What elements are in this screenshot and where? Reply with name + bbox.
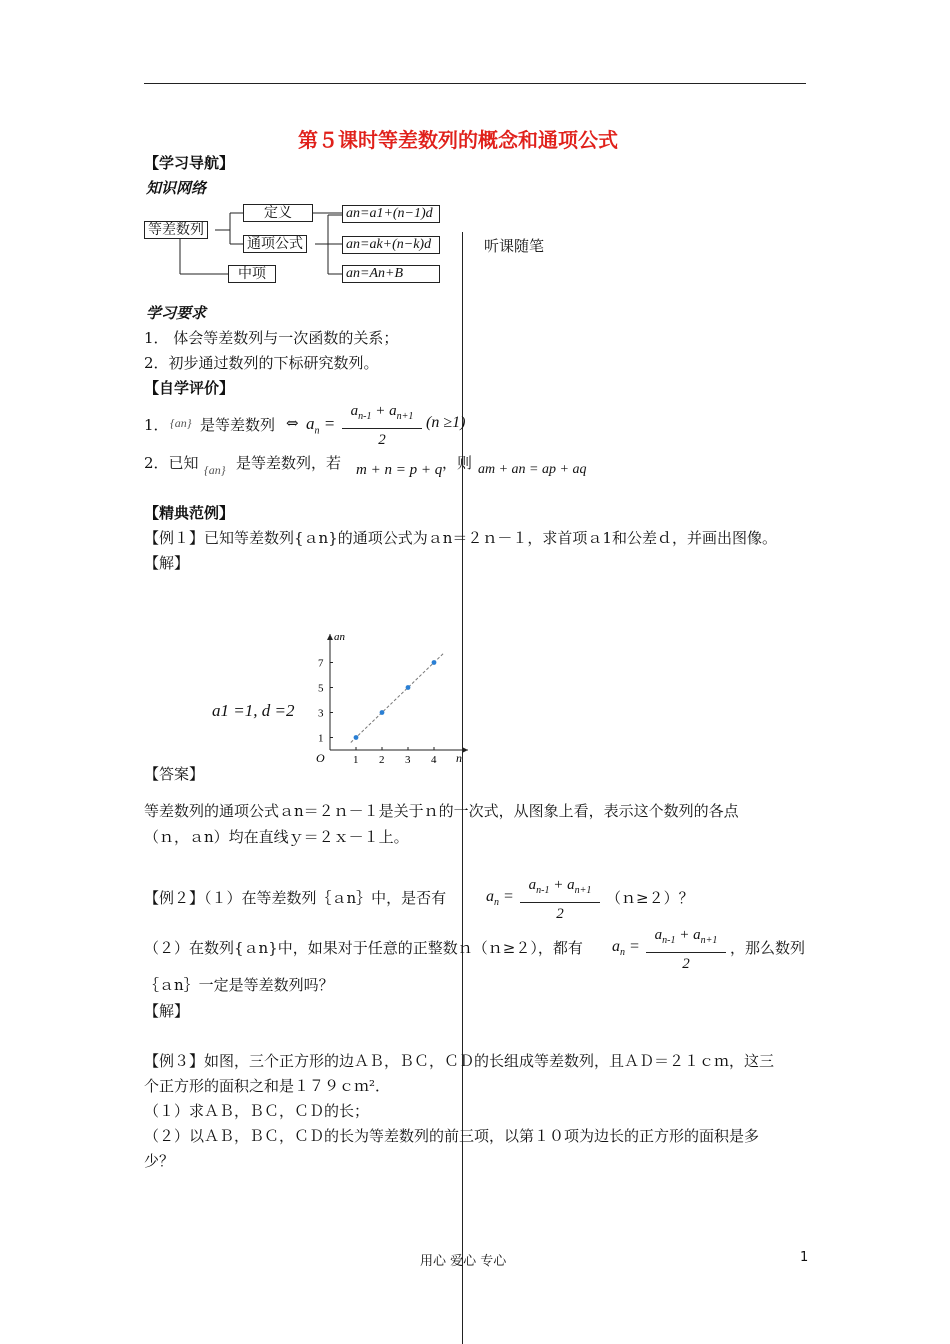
example-1-answer-line-2: （ｎ，ａn）均在直线ｙ＝２ｘ－１上。: [144, 828, 409, 846]
mindmap-middle: 中项: [228, 265, 276, 283]
mindmap-formula-1: an=a1+(n−1)d: [342, 205, 440, 223]
y-tick-label: 5: [318, 682, 324, 695]
example-2-part-2-b: ，那么数列: [730, 939, 806, 957]
data-point: [380, 710, 385, 715]
arithmetic-sequence-chart: [300, 628, 472, 773]
example-2-part-1-a: 【例２】（１）在等差数列｛ａn｝中，是否有: [144, 889, 447, 907]
requirement-2: 2．初步通过数列的下标研究数列。: [144, 354, 379, 372]
self-eval-item-1-cond: (n ≥1): [426, 414, 466, 431]
margin-divider: [462, 232, 463, 1344]
x-axis-label: n: [456, 751, 462, 765]
y-tick-label: 1: [318, 732, 324, 745]
section-requirements: 学习要求: [146, 304, 207, 322]
self-eval-item-1-text: 是等差数列: [200, 416, 276, 434]
mindmap-formula-3: an=An+B: [342, 265, 440, 283]
example-2-part-1-b: （ｎ≥２）？: [606, 889, 694, 907]
y-axis-label: an: [334, 631, 345, 643]
fit-line: [351, 653, 445, 743]
self-eval-item-2-result: am + an = ap + aq: [478, 462, 587, 477]
y-tick-label: 3: [318, 707, 324, 720]
y-tick-label: 7: [318, 657, 324, 670]
example-3-line-1: 【例３】如图，三个正方形的边ＡＢ，ＢＣ，ＣＤ的长组成等差数列，且ＡＤ＝２１ｃｍ，这三: [144, 1052, 775, 1070]
footer-motto: 用心 爱心 专心: [420, 1254, 507, 1269]
example-2-formula-an-2: $a_n$ =: [612, 938, 640, 959]
page-title: 第５课时等差数列的概念和通项公式: [298, 128, 618, 152]
fraction-middle-term-1: $a_{n-1} + a_{n+1}$ 2: [342, 402, 422, 449]
fraction-middle-term-3: $a_{n-1} + a_{n+1}$ 2: [646, 926, 726, 973]
example-3-line-3: （１）求ＡＢ，ＢＣ，ＣＤ的长；: [144, 1102, 370, 1120]
example-1-answer-label: 【答案】: [144, 765, 205, 783]
example-3-line-2: 个正方形的面积之和是１７９ｃｍ²．: [144, 1077, 391, 1095]
mindmap-root: 等差数列: [144, 221, 208, 239]
fraction-middle-term-2: $a_{n-1} + a_{n+1}$ 2: [520, 876, 600, 923]
example-2-formula-an-1: $a_n$ =: [486, 888, 514, 909]
example-1-text: 【例１】已知等差数列{ａn}的通项公式为ａn＝２ｎ－１，求首项ａ1和公差ｄ，并画出图像。: [144, 529, 777, 547]
top-rule: [144, 83, 806, 84]
example-1-solution: 【解】: [144, 554, 190, 572]
section-examples: 【精典范例】: [144, 504, 235, 522]
x-tick-label: 2: [379, 754, 385, 766]
example-1-result: a1 =1, d =2: [212, 701, 295, 720]
self-eval-item-2-then: ，则: [442, 454, 473, 472]
mindmap-definition: 定义: [243, 204, 313, 222]
self-eval-item-2-text: 是等差数列，若: [236, 454, 342, 472]
example-2-part-2-a: （２）在数列{ａn}中，如果对于任意的正整数ｎ（ｎ≥２），都有: [144, 939, 583, 957]
example-2-solution: 【解】: [144, 1002, 190, 1020]
data-point: [354, 735, 359, 740]
example-2-part-2-c: ｛ａn｝一定是等差数列吗？: [144, 976, 334, 994]
example-3-line-4: （２）以ＡＢ，ＢＣ，ＣＤ的长为等差数列的前三项，以第１０项为边长的正方形的面积是多: [144, 1127, 760, 1145]
mindmap-formula: 通项公式: [243, 235, 307, 253]
self-eval-item-2-cond: m + n = p + q: [356, 462, 443, 478]
mindmap-formula-2: an=ak+(n−k)d: [342, 236, 440, 254]
section-network: 知识网络: [146, 179, 207, 197]
self-eval-item-1-prefix: 1．: [144, 416, 169, 434]
x-tick-label: 1: [353, 754, 359, 766]
self-eval-item-2-prefix: 2．已知: [144, 454, 199, 472]
self-eval-item-2-seq: {an}: [204, 463, 226, 477]
requirement-1: 1． 体会等差数列与一次函数的关系；: [144, 329, 399, 347]
page-number: 1: [800, 1250, 809, 1265]
data-point: [406, 685, 411, 690]
origin-label: O: [316, 751, 325, 765]
section-self-eval: 【自学评价】: [144, 379, 235, 397]
y-axis-arrow: [327, 634, 333, 640]
iff-symbol: ⇔: [286, 414, 299, 432]
formula-an: $a_n$ =: [306, 414, 336, 437]
x-tick-label: 3: [405, 754, 411, 766]
section-nav: 【学习导航】: [144, 154, 235, 172]
self-eval-item-1-seq: {an}: [170, 416, 192, 430]
x-tick-label: 4: [431, 754, 437, 766]
example-3-line-5: 少？: [144, 1152, 175, 1170]
x-axis-arrow: [462, 747, 468, 753]
data-point: [432, 660, 437, 665]
example-1-answer-line-1: 等差数列的通项公式ａn＝２ｎ－１是关于ｎ的一次式，从图象上看，表示这个数列的各点: [144, 802, 739, 820]
side-note: 听课随笔: [484, 237, 545, 255]
